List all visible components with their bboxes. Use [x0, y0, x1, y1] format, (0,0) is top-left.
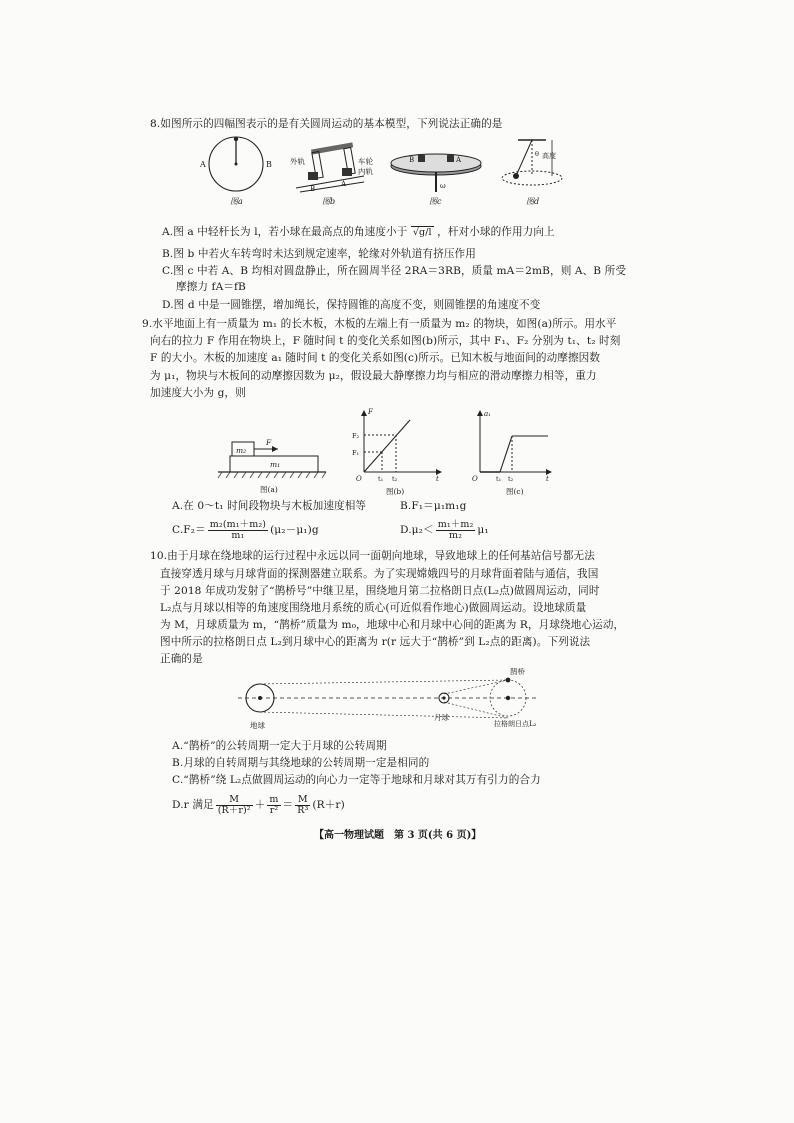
q8-fig-c-omega: ω: [440, 182, 446, 190]
q10-option-d: [172, 792, 345, 818]
q9-fig-c-caption: 图(c): [506, 487, 524, 496]
q8-fig-d-theta: θ: [535, 150, 539, 158]
q8-option-c-t2: A＝3R: [419, 265, 454, 277]
q10-line1: 10.由于月球在绕地球的运行过程中永远以同一面朝向地球，导致地球上的任何基站信号都无法: [150, 550, 595, 562]
q8-fig-b-caption: 图b: [322, 197, 336, 206]
q8-option-a-text2: ，杆对小球的作用力向上: [437, 226, 555, 238]
q8-fig-b: [290, 142, 373, 206]
q10-option-d-frac2: [267, 795, 280, 816]
q8-fig-a-label-a: A: [200, 160, 206, 169]
q9-figures: [214, 408, 554, 500]
q8-option-c-t1: C.图 c 中若 A、B 均相对圆盘静止，所在圆周半径 2R: [162, 265, 420, 277]
q9-option-d-pre: D.μ₂＜: [400, 524, 434, 536]
q9-fig-b-t: t: [436, 475, 439, 483]
q10-option-d-f1-num: M: [216, 795, 253, 806]
q10-option-d-f1-den: (R＋r)²: [217, 804, 251, 816]
q8-option-c-l2b: A＝f: [215, 281, 239, 293]
q9-option-c-post: (μ₂－μ₁)g: [270, 524, 319, 536]
q9-fig-c-t: t: [546, 475, 549, 483]
q10-option-d-plus: ＋: [254, 799, 266, 811]
q9-option-d-frac: [436, 520, 476, 541]
page-footer: 【高一物理试题 第 3 页(共 6 页)】: [314, 830, 482, 841]
q10-option-d-f3-num: M: [295, 795, 310, 806]
q9-fig-a-caption: 图(a): [260, 485, 278, 494]
q9-fig-b-f1: F₁: [352, 449, 360, 457]
q9-fig-b-caption: 图(b): [386, 487, 405, 496]
q8-fig-a-label-b: B: [266, 160, 272, 169]
q10-option-d-f3-den: R³: [297, 804, 309, 816]
q9-option-c-den: m₁: [231, 529, 245, 541]
q8-fig-d-caption: 图d: [526, 197, 540, 206]
q10-option-b: B.月球的自转周期与其绕地球的公转周期一定是相同的: [172, 757, 430, 769]
q8-option-a-sqrt-value: g/l: [419, 227, 432, 238]
q10-option-c: C.“鹊桥”绕 L₂点做圆周运动的向心力一定等于地球和月球对其万有引力的合力: [172, 774, 541, 786]
q9-option-d-num: m₁＋m₂: [437, 518, 474, 530]
q9-option-d-den: m₂: [449, 529, 463, 541]
q10-line7: 正确的是: [160, 653, 203, 665]
q9-option-c-pre: C.F₂＝: [172, 524, 206, 536]
q8-fig-a-caption: 图a: [230, 197, 243, 206]
q9-fig-b-t1: t₁: [378, 475, 384, 483]
q9-fig-b-origin: O: [356, 475, 362, 483]
q9-fig-b-f2: F₂: [352, 432, 360, 440]
q9-line3: F 的大小。木板的加速度 a₁ 随时间 t 的变化关系如图(c)所示。已知木板与地面间的动摩擦因数: [150, 352, 601, 364]
q9-option-c: [172, 518, 319, 542]
q8-option-c-line2: [176, 281, 246, 294]
q9-fig-a: [218, 438, 326, 494]
q9-fig-b-t2: t₂: [392, 475, 398, 483]
q8-fig-c-label-b: B: [409, 156, 415, 164]
q8-fig-b-wheel: 车轮: [358, 157, 373, 166]
q8-option-c-l2a: 摩擦力 f: [176, 281, 216, 293]
q9-line4: 为 μ₁，物块与木板间的动摩擦因数为 μ₂，假设最大静摩擦力均与相应的滑动摩擦力相等，重力: [150, 370, 597, 382]
q9-line2: 向右的拉力 F 作用在物块上，F 随时间 t 的变化关系如图(b)所示，其中 F₁、F₂ 分别为 t₁、t₂ 时刻: [150, 335, 621, 347]
q9-fig-a-m2: m₂: [236, 446, 247, 455]
q8-fig-b-label-b: B: [310, 185, 316, 193]
q10-line5: 为 M，月球质量为 m，“鹊桥”质量为 m₀，地球中心和月球中心间的距离为 R，月球绕地心运动，: [160, 619, 625, 631]
q8-fig-c-caption: 图c: [429, 197, 442, 206]
q10-line3: 于 2018 年成功发射了“鹊桥号”中继卫星，围绕地月第二拉格朗日点(L₂点)做圆周运动，同时: [160, 585, 600, 597]
q8-option-c-t5: B，则 A、B 所受: [542, 265, 627, 277]
q8-figures: [196, 136, 566, 212]
q10-option-a: A.“鹊桥”的公转周期一定大于月球的公转周期: [172, 740, 387, 752]
q8-fig-d-height: 高度: [542, 152, 556, 160]
q9-line5: 加速度大小为 g，则: [150, 387, 246, 399]
q9-line1: 9.水平地面上有一质量为 m₁ 的长木板，木板的左端上有一质量为 m₂ 的物块，如图(a)所示。用水平: [142, 318, 617, 330]
q10-option-d-f2-num: m: [269, 793, 279, 805]
q8-option-c-t3: B，质量 m: [453, 265, 507, 277]
q10-option-d-eq: ＝: [282, 799, 294, 811]
q9-option-c-num: m₂(m₁＋m₂): [209, 518, 267, 530]
q9-fig-c-t2: t₂: [508, 475, 514, 483]
q8-option-a-sqrt: √g/l: [412, 227, 432, 238]
q9-fig-a-force: F: [266, 438, 272, 447]
q8-option-a-text1: A.图 a 中轻杆长为 l，若小球在最高点的角速度小于: [162, 226, 408, 238]
q9-option-d: [400, 518, 489, 542]
q9-option-c-frac: [208, 520, 268, 541]
q10-option-d-post: (R＋r): [312, 799, 345, 811]
q9-fig-c-yaxis: a₁: [484, 410, 491, 418]
q10-fig-earth: 地球: [250, 721, 265, 730]
q8-option-c-l2c: B: [238, 281, 246, 293]
q8-fig-b-label-a: A: [341, 180, 347, 188]
q8-fig-a: [199, 137, 272, 206]
q9-fig-c-t1: t₁: [496, 475, 502, 483]
q9-fig-b: [352, 408, 442, 496]
q8-fig-c-label-a: A: [456, 156, 462, 164]
q9-fig-c-origin: O: [472, 475, 478, 483]
q10-line6: 图中所示的拉格朗日点 L₂到月球中心的距离为 r(r 远大于“鹊桥”到 L₂点的距离)。下列说法: [160, 636, 591, 648]
q8-stem: 8.如图所示的四幅图表示的是有关圆周运动的基本模型，下列说法正确的是: [150, 118, 503, 130]
q10-line2: 直接穿透月球与月球背面的探测器建立联系。为了实现嫦娥四号的月球背面着陆与通信，我国: [160, 568, 599, 580]
q8-option-b: B.图 b 中若火车转弯时未达到规定速率，轮缘对外轨道有挤压作用: [162, 248, 476, 260]
q8-option-c: [162, 265, 626, 278]
q9-option-b: B.F₁＝μ₁m₁g: [400, 500, 467, 512]
q8-fig-d: [502, 140, 562, 206]
q9-fig-a-m1: m₁: [270, 460, 281, 469]
q10-option-d-pre: D.r 满足: [172, 799, 214, 811]
q9-option-a: A.在 0～t₁ 时间段物块与木板加速度相等: [172, 500, 367, 512]
q10-option-d-frac3: [295, 795, 310, 816]
q10-line4: L₂点与月球以相等的角速度围绕地月系统的质心(可近似看作地心)做圆周运动。设地球质量: [160, 602, 587, 614]
q9-option-d-post: μ₁: [477, 524, 489, 536]
q10-option-d-f2-den: r²: [269, 804, 279, 816]
q8-fig-c: [391, 154, 481, 206]
q10-fig-l2: 拉格朗日点L₂: [494, 720, 537, 728]
q9-fig-b-yaxis: F: [368, 408, 373, 416]
q8-option-a: [162, 226, 555, 239]
q8-option-c-t4: A＝2m: [506, 265, 543, 277]
q10-option-d-frac1: [216, 795, 253, 816]
q10-fig-queqiao: 鹊桥: [510, 668, 525, 676]
q8-fig-b-outer: 外轨: [290, 157, 305, 166]
q8-fig-b-inner: 内轨: [358, 167, 373, 176]
q8-option-d: D.图 d 中是一圆锥摆，增加绳长，保持圆锥的高度不变，则圆锥摆的角速度不变: [162, 299, 541, 311]
q10-fig-moon: 月球: [434, 713, 449, 722]
q9-fig-c: [472, 410, 552, 496]
q10-figure: [236, 668, 566, 732]
